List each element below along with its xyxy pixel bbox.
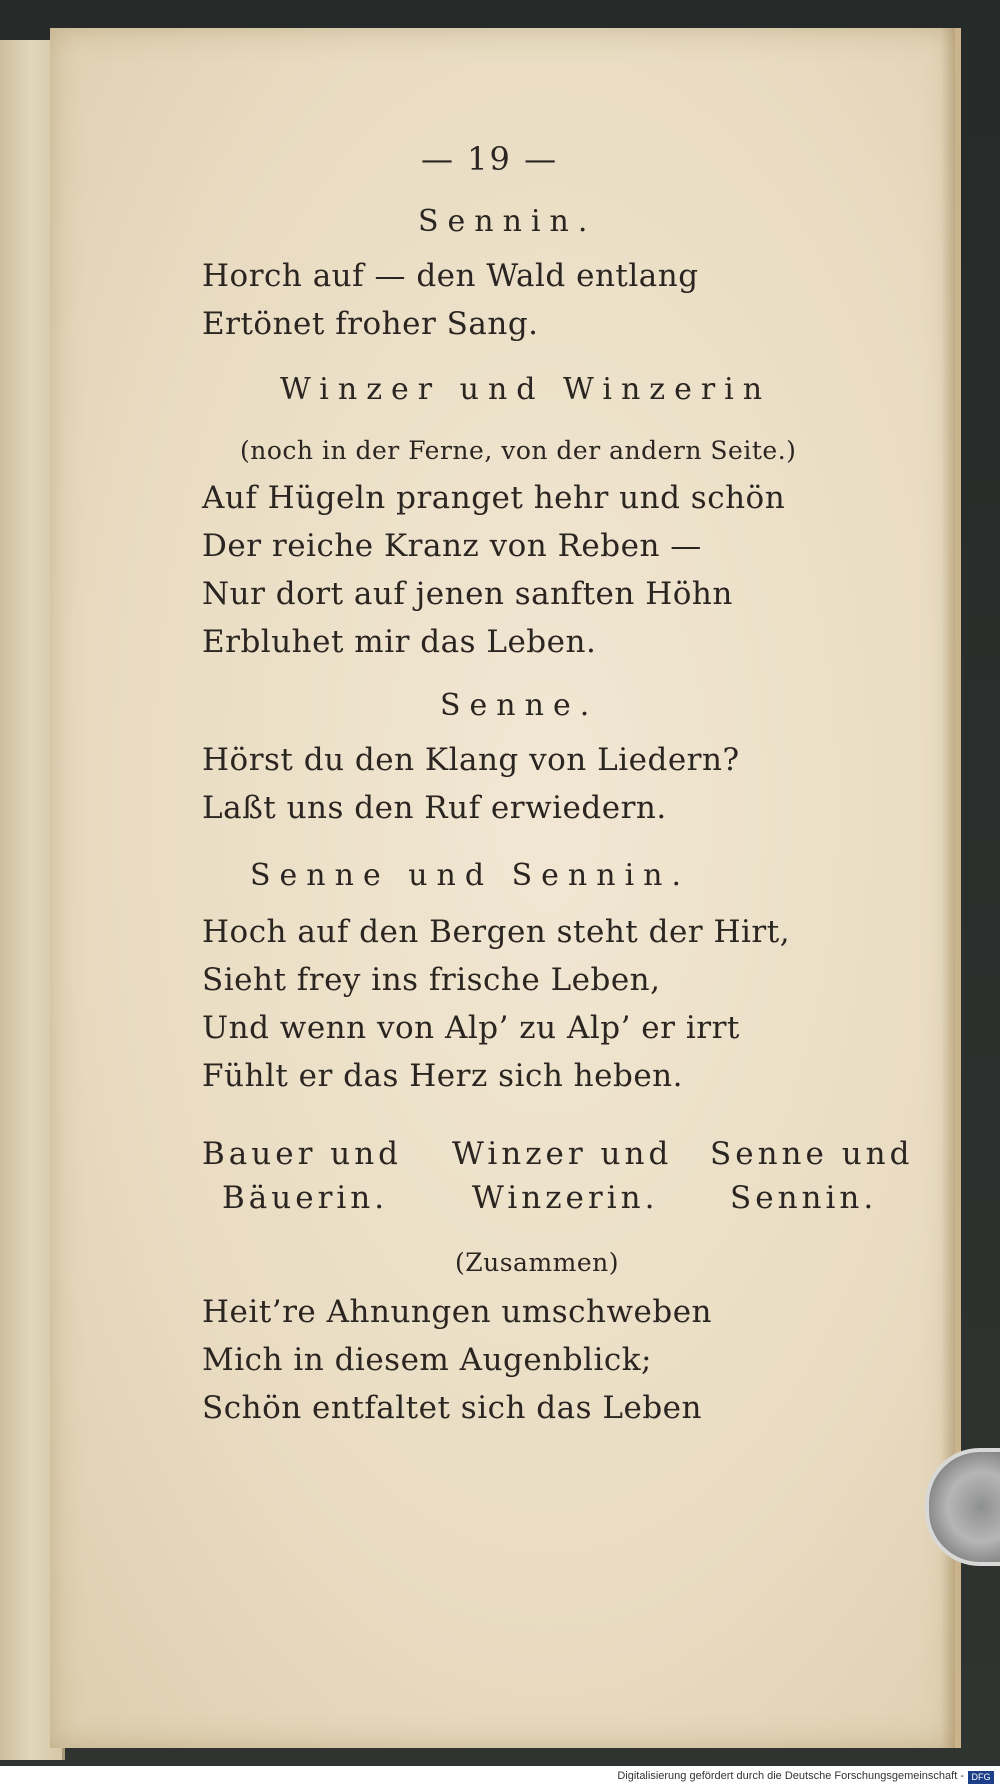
verse-line: Auf Hügeln pranget hehr und schön xyxy=(202,480,786,516)
page-number: — 19 — xyxy=(421,140,559,178)
group-heading-bottom: Bäuerin. xyxy=(222,1180,389,1216)
verse-line: Und wenn von Alp’ zu Alp’ er irrt xyxy=(202,1010,740,1046)
group-heading-bottom: Winzerin. xyxy=(472,1180,659,1216)
verse-line: Sieht frey ins frische Leben, xyxy=(202,962,661,998)
verse-line: Heit’re Ahnungen umschweben xyxy=(202,1294,713,1330)
stage-direction: (noch in der Ferne, von der andern Seite.) xyxy=(240,436,797,465)
verse-line: Ertönet froher Sang. xyxy=(202,306,539,342)
verse-line: Mich in diesem Augenblick; xyxy=(202,1342,652,1378)
stage-direction: (Zusammen) xyxy=(455,1248,620,1277)
group-heading-top: Winzer und xyxy=(452,1136,673,1172)
speaker-heading: Winzer und Winzerin xyxy=(280,372,772,407)
verse-line: Horch auf — den Wald entlang xyxy=(202,258,699,294)
verse-line: Schön entfaltet sich das Leben xyxy=(202,1390,702,1426)
book-page xyxy=(50,28,961,1748)
verse-line: Laßt uns den Ruf erwiedern. xyxy=(202,790,667,826)
verse-line: Nur dort auf jenen sanften Höhn xyxy=(202,576,733,612)
group-heading-top: Bauer und xyxy=(202,1136,403,1172)
speaker-heading: Senne und Sennin. xyxy=(250,858,691,893)
verse-line: Fühlt er das Herz sich heben. xyxy=(202,1058,683,1094)
verse-line: Hoch auf den Bergen steht der Hirt, xyxy=(202,914,791,950)
verse-line: Erbluhet mir das Leben. xyxy=(202,624,597,660)
footer-bar xyxy=(0,1766,1000,1790)
speaker-heading: Sennin. xyxy=(418,204,597,239)
verse-line: Der reiche Kranz von Reben — xyxy=(202,528,702,564)
speaker-heading: Senne. xyxy=(440,688,599,723)
group-heading-top: Senne und xyxy=(710,1136,914,1172)
group-heading-bottom: Sennin. xyxy=(730,1180,878,1216)
verse-line: Hörst du den Klang von Liedern? xyxy=(202,742,740,778)
page-text xyxy=(50,28,955,1748)
funding-note: Digitalisierung gefördert durch die Deutsche Forschungsgemeinschaft - xyxy=(617,1770,964,1782)
dfg-logo: DFG xyxy=(968,1771,994,1784)
